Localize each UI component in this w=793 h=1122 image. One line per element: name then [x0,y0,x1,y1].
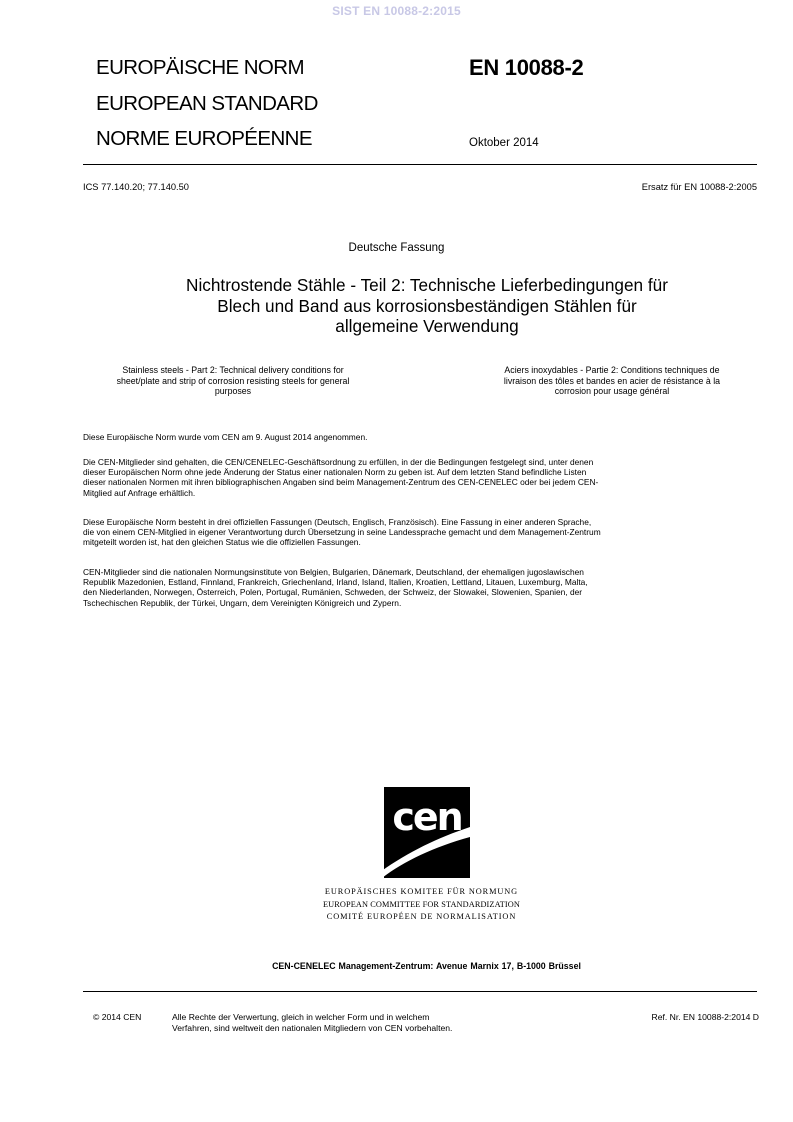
paragraph-line: dieser nationalen Normen mit ihren bibliographischen Angaben sind beim Management-Zentrum des CEN-CENELEC oder bei jedem CEN- [83,477,599,488]
paragraph-line: Mitglied auf Anfrage erhältlich. [83,487,196,498]
paragraph-line: Diese Europäische Norm besteht in drei offiziellen Fassungen (Deutsch, Englisch, Französisch). Eine Fassung in einer anderen Sprache, [83,517,592,527]
committee-name-en: EUROPEAN COMMITTEE FOR STANDARDIZATION [323,900,520,909]
paragraph-line: die von einem CEN-Mitglied in eigener Verantwortung durch Übersetzung in seine Landessprache gemacht und dem Management-Zentrum [83,527,601,538]
committee-name-de: EUROPÄISCHES KOMITEE FÜR NORMUNG [324,887,519,896]
header-divider [83,164,757,165]
norm-name-fr: NORME EUROPÉENNE [96,127,312,150]
footer-divider [83,991,757,992]
paragraph-line: dieser Europäischen Norm ohne jede Änderung der Status einer nationalen Norm zu geben ist. Auf dem letzten Stand befindliche Listen [83,467,587,478]
rights-line: Verfahren, sind weltweit den nationalen Mitgliedern von CEN vorbehalten. [172,1022,453,1033]
version-label: Deutsche Fassung [348,242,445,254]
committee-name-fr: COMITÉ EUROPÉEN DE NORMALISATION [326,912,517,921]
watermark: SIST EN 10088-2:2015 [332,4,461,18]
paragraph-line: den Niederlanden, Norwegen, Österreich, Polen, Portugal, Rumänien, Schweden, der Schweiz, der Slowakei, Slowenien, Spanien, der [83,587,583,598]
ics-codes: ICS 77.140.20; 77.140.50 [83,182,189,192]
norm-name-en: EUROPEAN STANDARD [96,92,318,115]
rights-line: Alle Rechte der Verwertung, gleich in welcher Form und in welchem [172,1012,430,1022]
publication-date: Oktober 2014 [469,137,539,149]
title-line: Blech und Band aus korrosionsbeständigen Stählen für [217,295,637,316]
members-obligation-paragraph [83,457,759,498]
paragraph-line: mitgeteilt worden ist, hat den gleichen Status wie die offiziellen Fassungen. [83,537,361,548]
cen-logo-graphic [372,787,470,878]
management-centre-address: CEN-CENELEC Management-Zentrum: Avenue Marnix 17, B-1000 Brüssel [272,961,581,971]
copyright: © 2014 CEN [93,1012,142,1022]
adoption-paragraph [83,432,759,442]
paragraph-line: Republik Mazedonien, Estland, Finnland, Frankreich, Griechenland, Irland, Island, Italien, Kroatien, Lettland, Litauen, Luxemburg, Malta, [83,577,588,588]
title-en-line: sheet/plate and strip of corrosion resisting steels for general [116,375,350,386]
members-list-paragraph [83,567,759,608]
paragraph-line: Die CEN-Mitglieder sind gehalten, die CEN/CENELEC-Geschäftsordnung zu erfüllen, in der die Bedingungen festgelegt sind, unter denen [83,457,594,467]
title-french [455,365,769,397]
rights-notice [172,1012,572,1033]
official-versions-paragraph [83,517,759,548]
document-title [120,275,734,337]
document-number: EN 10088-2 [469,55,584,80]
title-english [83,365,383,397]
reference-number: Ref. Nr. EN 10088-2:2014 D [651,1012,759,1022]
paragraph-line: Diese Europäische Norm wurde vom CEN am 9. August 2014 angenommen. [83,432,368,442]
title-fr-line: corrosion pour usage général [554,386,670,396]
title-en-line: Stainless steels - Part 2: Technical delivery conditions for [122,365,344,375]
cen-logo [372,787,470,878]
paragraph-line: CEN-Mitglieder sind die nationalen Normungsinstitute von Belgien, Bulgarien, Dänemark, Deutschland, der ehemaligen jugoslawischen [83,567,584,577]
title-fr-line: Aciers inoxydables - Partie 2: Conditions techniques de [504,365,720,375]
norm-name-de: EUROPÄISCHE NORM [96,56,304,79]
title-fr-line: livraison des tôles et bandes en acier de résistance à la [503,375,721,386]
paragraph-line: Tschechischen Republik, der Türkei, Ungarn, dem Vereinigten Königreich und Zypern. [83,597,402,608]
cen-logo-text: cen [392,795,462,839]
title-line: Nichtrostende Stähle - Teil 2: Technische Lieferbedingungen für [186,275,668,295]
supersedes-note: Ersatz für EN 10088-2:2005 [641,182,757,192]
title-en-line: purposes [214,386,252,396]
title-line: allgemeine Verwendung [335,316,519,336]
